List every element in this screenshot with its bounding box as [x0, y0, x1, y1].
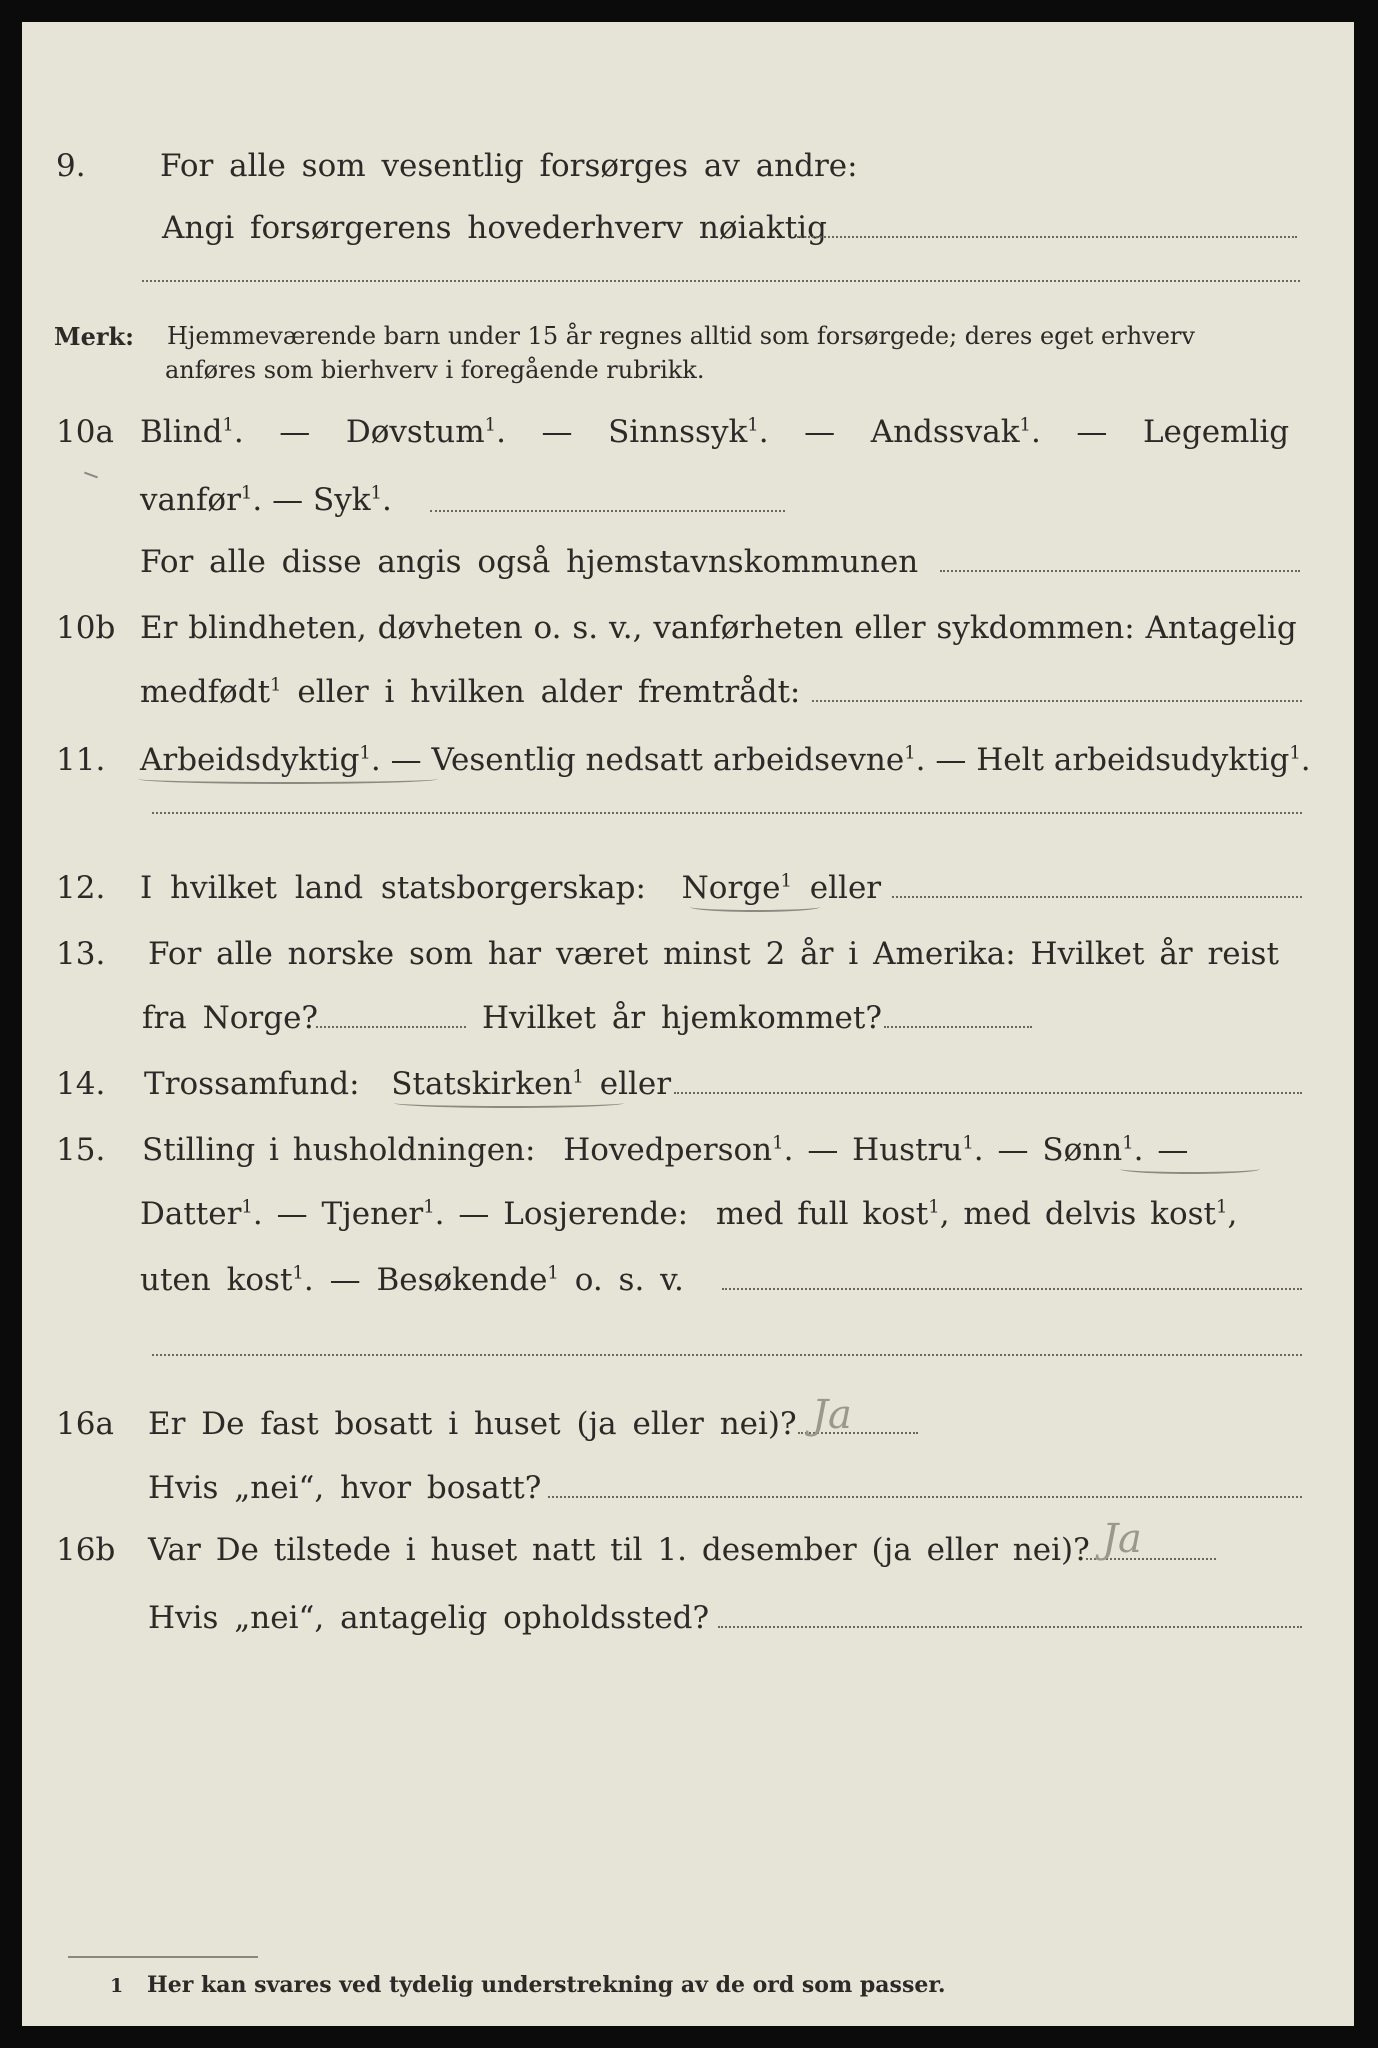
q15-sonn[interactable]: Sønn	[1042, 1132, 1123, 1168]
q9-text: For alle som vesentlig forsørges av andre:	[160, 148, 858, 184]
q16a-bosatt-line[interactable]	[548, 1496, 1302, 1498]
q16b-opholdssted-line[interactable]	[718, 1626, 1302, 1628]
q10a-vanfor[interactable]: vanfør	[140, 482, 241, 518]
q14-underline-mark	[394, 1098, 624, 1108]
q15-besokende[interactable]: Besøkende	[376, 1262, 548, 1298]
q10b-answer-line[interactable]	[812, 700, 1302, 702]
footnote-mark: 1	[110, 1975, 124, 1997]
q9-answer-line-2[interactable]	[142, 280, 1300, 282]
q12-line: I hvilket land statsborgerskap: Norge$^1$ eller	[140, 870, 882, 906]
q15-losjerende[interactable]: Losjerende:	[503, 1196, 689, 1232]
q10b-line2: medfødt$^1$ eller i hvilken alder fremtrådt:	[140, 674, 801, 710]
q9-line2: Angi forsørgerens hovederhverv nøiaktig	[162, 210, 827, 246]
q15-full-kost[interactable]: med full kost	[715, 1196, 929, 1232]
q11-answer-line[interactable]	[152, 812, 1302, 814]
q10a-answer-line[interactable]	[430, 510, 785, 512]
q14-number: 14.	[56, 1066, 106, 1102]
q10a-dovstum[interactable]: Døvstum	[345, 414, 485, 450]
q15-answer-line[interactable]	[722, 1288, 1302, 1290]
q10a-andssvak[interactable]: Andssvak	[870, 414, 1020, 450]
merk-label: Merk:	[54, 322, 134, 351]
q14-answer-line[interactable]	[674, 1092, 1302, 1094]
margin-tick-mark	[84, 472, 98, 479]
q16b-handwritten-answer: Ja	[1102, 1516, 1142, 1562]
footnote-text: Her kan svares ved tydelig understrekning av de ord som passer.	[147, 1972, 946, 1998]
footnote-rule	[68, 1956, 258, 1958]
q10b-number: 10b	[56, 610, 116, 646]
census-form-page	[22, 22, 1354, 2026]
q10a-line2: vanfør$^1$. — Syk$^1$.	[140, 482, 392, 518]
q10a-legemlig[interactable]: Legemlig	[1142, 414, 1290, 450]
q16b-line2: Hvis „nei“, antagelig opholdssted?	[148, 1600, 710, 1636]
q13-hjemkommet-line[interactable]	[884, 1026, 1032, 1028]
q15-line3: uten kost$^1$. — Besøkende$^1$ o. s. v.	[140, 1262, 684, 1298]
q10a-number: 10a	[56, 414, 114, 450]
q12-answer-line[interactable]	[892, 896, 1302, 898]
q16a-line1: Er De fast bosatt i huset (ja eller nei)?	[148, 1406, 797, 1442]
q15-uten-kost[interactable]: uten kost	[140, 1262, 293, 1298]
q15-answer-line-2[interactable]	[152, 1354, 1302, 1356]
q15-number: 15.	[56, 1132, 106, 1168]
q13-reist-line[interactable]	[316, 1026, 466, 1028]
q9-answer-line[interactable]	[797, 236, 1297, 238]
q10a-sinnssyk[interactable]: Sinnssyk	[608, 414, 748, 450]
q13-number: 13.	[56, 936, 106, 972]
q15-line1: Stilling i husholdningen: Hovedperson$^1$. — Hustru$^1$. — Sønn$^1$. —	[142, 1132, 1189, 1168]
q11-line: Arbeidsdyktig$^1$. — Vesentlig nedsatt arbeidsevne$^1$. — Helt arbeidsudyktig$^1$.	[140, 742, 1311, 778]
q11-nedsatt[interactable]: Vesentlig nedsatt arbeidsevne	[431, 742, 905, 778]
q11-number: 11.	[56, 742, 106, 778]
q15-hovedperson[interactable]: Hovedperson	[563, 1132, 773, 1168]
q9-number: 9.	[56, 148, 86, 184]
q11-udyktig[interactable]: Helt arbeidsudyktig	[976, 742, 1290, 778]
q14-eller[interactable]: eller	[599, 1066, 672, 1102]
q12-norge[interactable]: Norge	[681, 870, 781, 906]
q12-eller[interactable]: eller	[809, 870, 882, 906]
merk-line2: anføres som bierhverv i foregående rubrikk.	[165, 356, 705, 384]
q16b-number: 16b	[56, 1532, 116, 1568]
q15-underline-mark	[1120, 1164, 1260, 1174]
q15-line2: Datter$^1$. — Tjener$^1$. — Losjerende: med full kost$^1$, med delvis kost$^1$,	[140, 1196, 1238, 1232]
q15-datter[interactable]: Datter	[140, 1196, 242, 1232]
q10b-medfodt[interactable]: medfødt	[140, 674, 271, 710]
q10a-line3: For alle disse angis også hjemstavnskommunen	[140, 544, 919, 580]
q12-underline-mark	[690, 902, 820, 912]
q11-underline-mark	[138, 774, 438, 784]
q15-hustru[interactable]: Hustru	[852, 1132, 963, 1168]
q11-arbeidsdyktig[interactable]: Arbeidsdyktig	[140, 742, 360, 778]
q13-line2: fra Norge?	[142, 1000, 319, 1036]
q16a-line2: Hvis „nei“, hvor bosatt?	[148, 1470, 542, 1506]
q12-number: 12.	[56, 870, 106, 906]
q16a-number: 16a	[56, 1406, 114, 1442]
q10a-line1: Blind$^1$. — Døvstum$^1$. — Sinnssyk$^1$. — Andssvak$^1$. — Legemlig	[140, 414, 1290, 450]
q13-line1: For alle norske som har været minst 2 år i Amerika: Hvilket år reist	[148, 936, 1279, 972]
q16b-line1: Var De tilstede i huset natt til 1. desember (ja eller nei)?	[148, 1532, 1090, 1568]
q15-tjener[interactable]: Tjener	[321, 1196, 424, 1232]
q10a-blind[interactable]: Blind	[140, 414, 223, 450]
q10a-hjemstavn-line[interactable]	[940, 570, 1300, 572]
q10b-line1: Er blindheten, døvheten o. s. v., vanførheten eller sykdommen: Antagelig	[140, 610, 1297, 646]
merk-line1: Hjemmeværende barn under 15 år regnes alltid som forsørgede; deres eget erhverv	[167, 322, 1195, 350]
q13-line2b: Hvilket år hjemkommet?	[482, 1000, 882, 1036]
q14-line: Trossamfund: Statskirken$^1$ eller	[144, 1066, 672, 1102]
q15-delvis-kost[interactable]: med delvis kost	[963, 1196, 1216, 1232]
q14-statskirken[interactable]: Statskirken	[391, 1066, 573, 1102]
q16a-handwritten-answer: Ja	[812, 1392, 852, 1438]
q10a-syk[interactable]: Syk	[312, 482, 371, 518]
